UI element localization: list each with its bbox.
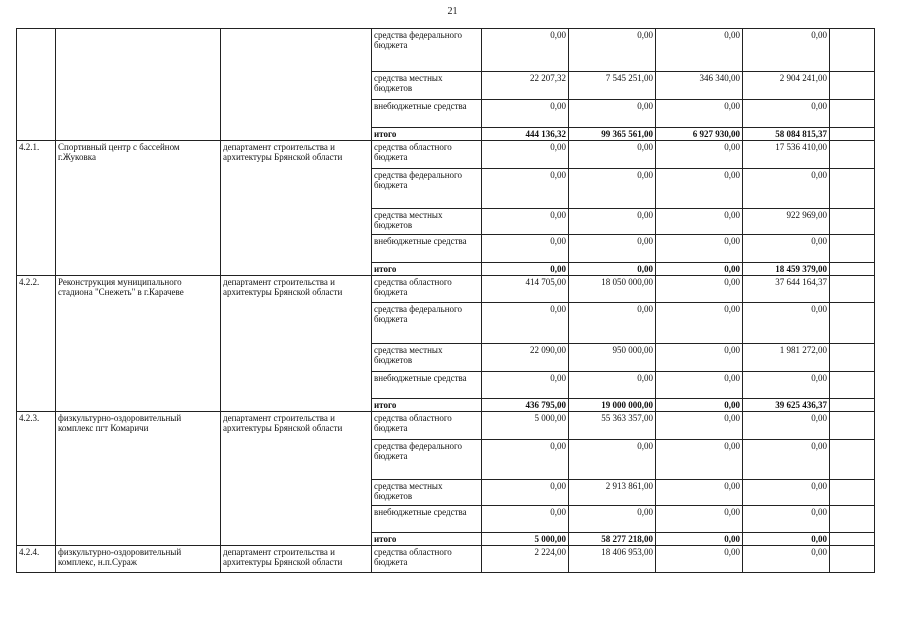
row-amount-1: 22 090,00 xyxy=(482,344,569,372)
row-amount-1: 0,00 xyxy=(482,141,569,169)
row-amount-3: 0,00 xyxy=(656,399,743,412)
row-empty-cell xyxy=(830,276,875,303)
row-amount-4: 0,00 xyxy=(743,533,830,546)
row-empty-cell xyxy=(830,533,875,546)
row-empty-cell xyxy=(830,412,875,440)
row-amount-1: 436 795,00 xyxy=(482,399,569,412)
row-amount-2: 0,00 xyxy=(569,440,656,480)
row-amount-1: 0,00 xyxy=(482,169,569,209)
table-row xyxy=(17,141,875,169)
row-funding-source: итого xyxy=(372,533,482,546)
budget-table-body xyxy=(17,29,875,573)
row-object-name: Спортивный центр с бассейном г.Жуковка xyxy=(56,141,221,276)
row-object-name: физкультурно-оздоровительный комплекс, н.п.Сураж xyxy=(56,546,221,573)
budget-table xyxy=(16,28,875,573)
row-executor: департамент строительства и архитектуры Брянской области xyxy=(221,141,372,276)
row-amount-2: 2 913 861,00 xyxy=(569,480,656,506)
row-amount-4: 18 459 379,00 xyxy=(743,263,830,276)
row-amount-4: 37 644 164,37 xyxy=(743,276,830,303)
row-funding-source: внебюджетные средства xyxy=(372,235,482,263)
row-amount-3: 0,00 xyxy=(656,276,743,303)
row-amount-2: 0,00 xyxy=(569,235,656,263)
row-funding-source: внебюджетные средства xyxy=(372,372,482,399)
row-empty-cell xyxy=(830,480,875,506)
row-amount-3: 346 340,00 xyxy=(656,72,743,100)
row-amount-3: 0,00 xyxy=(656,235,743,263)
row-amount-3: 0,00 xyxy=(656,372,743,399)
row-funding-source: средства областного бюджета xyxy=(372,412,482,440)
row-amount-3: 0,00 xyxy=(656,480,743,506)
row-funding-source: средства федерального бюджета xyxy=(372,303,482,344)
row-amount-3: 0,00 xyxy=(656,506,743,533)
row-amount-2: 0,00 xyxy=(569,169,656,209)
row-amount-2: 0,00 xyxy=(569,263,656,276)
row-amount-4: 922 969,00 xyxy=(743,209,830,235)
row-amount-3: 0,00 xyxy=(656,344,743,372)
row-amount-4: 0,00 xyxy=(743,506,830,533)
row-amount-2: 0,00 xyxy=(569,506,656,533)
row-empty-cell xyxy=(830,440,875,480)
row-amount-1: 0,00 xyxy=(482,235,569,263)
row-amount-3: 0,00 xyxy=(656,440,743,480)
row-empty-cell xyxy=(830,303,875,344)
row-amount-4: 0,00 xyxy=(743,440,830,480)
table-row xyxy=(17,412,875,440)
row-amount-3: 0,00 xyxy=(656,209,743,235)
page-number: 21 xyxy=(447,6,458,17)
row-empty-cell xyxy=(830,235,875,263)
row-amount-3: 0,00 xyxy=(656,100,743,128)
row-amount-2: 950 000,00 xyxy=(569,344,656,372)
row-amount-3: 0,00 xyxy=(656,303,743,344)
row-object-name: физкультурно-оздоровительный комплекс пгт Комаричи xyxy=(56,412,221,546)
row-amount-2: 55 363 357,00 xyxy=(569,412,656,440)
table-row xyxy=(17,276,875,303)
row-funding-source: средства областного бюджета xyxy=(372,276,482,303)
row-amount-1: 5 000,00 xyxy=(482,533,569,546)
row-amount-2: 18 406 953,00 xyxy=(569,546,656,573)
row-funding-source: средства федерального бюджета xyxy=(372,29,482,72)
row-amount-1: 0,00 xyxy=(482,100,569,128)
row-amount-4: 0,00 xyxy=(743,546,830,573)
row-amount-1: 0,00 xyxy=(482,29,569,72)
row-amount-1: 0,00 xyxy=(482,303,569,344)
row-funding-source: средства местных бюджетов xyxy=(372,480,482,506)
row-amount-4: 0,00 xyxy=(743,29,830,72)
row-amount-4: 17 536 410,00 xyxy=(743,141,830,169)
row-empty-cell xyxy=(830,209,875,235)
row-amount-4: 0,00 xyxy=(743,412,830,440)
row-amount-2: 7 545 251,00 xyxy=(569,72,656,100)
row-code: 4.2.4. xyxy=(17,546,56,573)
row-amount-2: 58 277 218,00 xyxy=(569,533,656,546)
row-amount-2: 0,00 xyxy=(569,29,656,72)
row-amount-3: 0,00 xyxy=(656,412,743,440)
row-empty-cell xyxy=(830,506,875,533)
row-amount-1: 414 705,00 xyxy=(482,276,569,303)
row-amount-4: 1 981 272,00 xyxy=(743,344,830,372)
row-funding-source: средства федерального бюджета xyxy=(372,169,482,209)
row-object-name xyxy=(56,29,221,141)
row-code: 4.2.3. xyxy=(17,412,56,546)
row-amount-3: 0,00 xyxy=(656,169,743,209)
row-funding-source: итого xyxy=(372,263,482,276)
row-funding-source: внебюджетные средства xyxy=(372,100,482,128)
row-funding-source: средства областного бюджета xyxy=(372,546,482,573)
row-amount-1: 0,00 xyxy=(482,372,569,399)
row-amount-1: 0,00 xyxy=(482,440,569,480)
row-amount-4: 58 084 815,37 xyxy=(743,128,830,141)
row-amount-3: 0,00 xyxy=(656,263,743,276)
row-funding-source: итого xyxy=(372,399,482,412)
row-executor: департамент строительства и архитектуры Брянской области xyxy=(221,412,372,546)
row-amount-2: 0,00 xyxy=(569,100,656,128)
row-funding-source: средства местных бюджетов xyxy=(372,344,482,372)
row-funding-source: средства местных бюджетов xyxy=(372,209,482,235)
row-amount-4: 0,00 xyxy=(743,372,830,399)
row-amount-4: 39 625 436,37 xyxy=(743,399,830,412)
row-empty-cell xyxy=(830,169,875,209)
row-amount-2: 18 050 000,00 xyxy=(569,276,656,303)
row-amount-1: 0,00 xyxy=(482,506,569,533)
row-amount-1: 22 207,32 xyxy=(482,72,569,100)
row-empty-cell xyxy=(830,141,875,169)
row-funding-source: итого xyxy=(372,128,482,141)
row-amount-3: 0,00 xyxy=(656,533,743,546)
row-amount-1: 5 000,00 xyxy=(482,412,569,440)
row-empty-cell xyxy=(830,29,875,72)
table-row xyxy=(17,546,875,573)
row-executor xyxy=(221,29,372,141)
row-amount-2: 99 365 561,00 xyxy=(569,128,656,141)
row-empty-cell xyxy=(830,72,875,100)
row-amount-3: 0,00 xyxy=(656,546,743,573)
row-amount-3: 0,00 xyxy=(656,29,743,72)
row-amount-2: 0,00 xyxy=(569,141,656,169)
row-amount-2: 0,00 xyxy=(569,372,656,399)
row-funding-source: средства областного бюджета xyxy=(372,141,482,169)
row-amount-1: 0,00 xyxy=(482,263,569,276)
row-amount-4: 0,00 xyxy=(743,235,830,263)
row-funding-source: средства местных бюджетов xyxy=(372,72,482,100)
row-funding-source: внебюджетные средства xyxy=(372,506,482,533)
row-amount-3: 0,00 xyxy=(656,141,743,169)
row-amount-3: 6 927 930,00 xyxy=(656,128,743,141)
row-code: 4.2.2. xyxy=(17,276,56,412)
row-amount-1: 0,00 xyxy=(482,209,569,235)
row-empty-cell xyxy=(830,263,875,276)
row-amount-4: 0,00 xyxy=(743,480,830,506)
row-amount-1: 444 136,32 xyxy=(482,128,569,141)
row-executor: департамент строительства и архитектуры Брянской области xyxy=(221,276,372,412)
row-amount-4: 2 904 241,00 xyxy=(743,72,830,100)
row-empty-cell xyxy=(830,100,875,128)
row-empty-cell xyxy=(830,399,875,412)
table-row xyxy=(17,29,875,72)
row-amount-2: 0,00 xyxy=(569,209,656,235)
row-amount-2: 0,00 xyxy=(569,303,656,344)
row-code xyxy=(17,29,56,141)
row-empty-cell xyxy=(830,372,875,399)
row-empty-cell xyxy=(830,546,875,573)
row-funding-source: средства федерального бюджета xyxy=(372,440,482,480)
row-executor: департамент строительства и архитектуры Брянской области xyxy=(221,546,372,573)
row-amount-4: 0,00 xyxy=(743,303,830,344)
row-amount-1: 2 224,00 xyxy=(482,546,569,573)
row-empty-cell xyxy=(830,344,875,372)
row-object-name: Реконструкция муниципального стадиона "Снежеть" в г.Карачеве xyxy=(56,276,221,412)
row-amount-4: 0,00 xyxy=(743,100,830,128)
row-code: 4.2.1. xyxy=(17,141,56,276)
row-amount-2: 19 000 000,00 xyxy=(569,399,656,412)
row-amount-4: 0,00 xyxy=(743,169,830,209)
row-amount-1: 0,00 xyxy=(482,480,569,506)
row-empty-cell xyxy=(830,128,875,141)
